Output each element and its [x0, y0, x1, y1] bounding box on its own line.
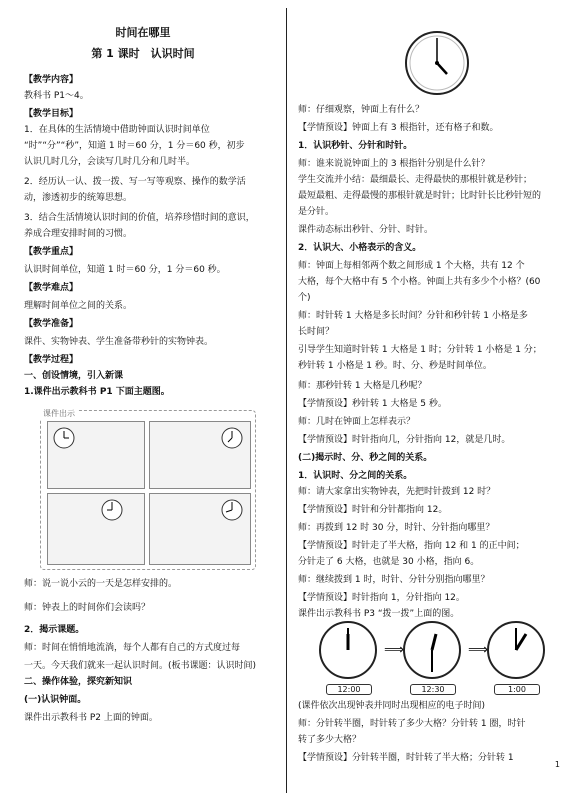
- page-title: 时间在哪里: [115, 26, 171, 39]
- text-line: 【学情预设】时针指向几，分针指向 12，就是几时。: [298, 435, 511, 445]
- clock-icon: [318, 620, 378, 680]
- text-line: 1．认识时、分之间的关系。: [298, 471, 413, 481]
- text-line: 分针走了 6 大格，也就是 30 小格，指向 6。: [298, 557, 480, 567]
- text-line: 师：钟面上每相邻两个数之间形成 1 个大格，共有 12 个: [298, 261, 525, 271]
- text-line: 【学情预设】时针和分针都指向 12。: [298, 505, 448, 515]
- digital-time: 12:30: [410, 684, 456, 695]
- scene-dinner: [47, 493, 145, 565]
- text-line: 师：时针转 1 大格是多长时间？分针和秒针转 1 小格是多: [298, 311, 528, 321]
- text-line: 【学情预设】钟面上有 3 根指针，还有格子和数。: [298, 123, 499, 133]
- text-line: 最短最粗、走得最慢的那根针就是时针；比时针长比秒针短的: [298, 191, 542, 201]
- text-line: 认识时间单位，知道 1 时＝60 分，1 分＝60 秒。: [24, 265, 226, 275]
- text-line: 课件、实物钟表、学生准备带秒针的实物钟表。: [24, 337, 214, 347]
- text-line: 长时间？: [298, 327, 335, 337]
- clock-icon: [404, 30, 470, 96]
- text-line: 二、操作体验，探究新知识: [24, 677, 133, 687]
- digital-time: 12:00: [326, 684, 372, 695]
- text-line: 动，渗透初步的统筹思想。: [24, 193, 133, 203]
- text-line: 师：钟表上的时间你们会读吗？: [24, 603, 151, 613]
- text-line: 3．结合生活情境认识时间的价值，培养珍惜时间的意识，: [24, 213, 255, 223]
- text-line: 课件出示教科书 P2 上面的钟面。: [24, 713, 158, 723]
- text-line: 【教学难点】: [24, 283, 79, 293]
- page-number: 1: [554, 760, 560, 769]
- text-line: 1.课件出示教科书 P1 下面主题图。: [24, 387, 170, 397]
- text-line: 师：几时在钟面上怎样表示？: [298, 417, 416, 427]
- text-line: 秒针转 1 小格是 1 秒。时、分、秒是时间单位。: [298, 361, 492, 371]
- text-line: 【教学目标】: [24, 109, 79, 119]
- text-line: 【学情预设】时针走了半大格，指向 12 和 1 的正中间；: [298, 541, 525, 551]
- text-line: 【学情预设】秒针转 1 大格是 5 秒。: [298, 399, 447, 409]
- text-line: 【教学过程】: [24, 355, 79, 365]
- text-line: “时”“分”“秒”，知道 1 时＝60 分，1 分＝60 秒，初步: [24, 141, 245, 151]
- text-line: 【学情预设】分针转半圈，时针转了半大格；分针转 1: [298, 753, 514, 763]
- text-line: 大格，每个大格中有 5 个小格。钟面上共有多少个小格？(60: [298, 277, 541, 287]
- text-line: 【学情预设】时针指向 1，分针指向 12。: [298, 593, 465, 603]
- figure-box: [40, 410, 256, 570]
- lesson-title: 第 1 课时 认识时间: [91, 47, 195, 60]
- text-line: 引导学生知道时针转 1 大格是 1 时；分针转 1 小格是 1 分；: [298, 345, 542, 355]
- clock-icon: [53, 427, 75, 449]
- text-line: 师：时间在悄悄地流淌，每个人都有自己的方式度过每: [24, 643, 241, 653]
- text-line: 师：请大家拿出实物钟表，先把时针拨到 12 时？: [298, 487, 496, 497]
- text-line: 一天。今天我们就来一起认识时间。(板书课题：认识时间): [24, 661, 257, 671]
- text-line: 认识几时几分，会读写几时几分和几时半。: [24, 157, 196, 167]
- clock-icon: [221, 427, 243, 449]
- text-line: (二)揭示时、分、秒之间的关系。: [298, 453, 433, 463]
- text-line: 师：仔细观察，钟面上有什么？: [298, 105, 425, 115]
- text-line: 【教学重点】: [24, 247, 79, 257]
- text-line: 【教学内容】: [24, 75, 79, 85]
- digital-time: 1:00: [494, 684, 540, 695]
- text-line: 理解时间单位之间的关系。: [24, 301, 133, 311]
- text-line: 养成合理安排时间的习惯。: [24, 229, 133, 239]
- text-line: 师：分针转半圈，时针转了多少大格？分针转 1 圈，时针: [298, 719, 526, 729]
- text-line: (一)认识钟面。: [24, 695, 87, 705]
- text-line: 1．在具体的生活情境中借助钟面认识时间单位: [24, 125, 210, 135]
- text-line: 1．认识秒针、分针和时针。: [298, 141, 413, 151]
- text-line: 【教学准备】: [24, 319, 79, 329]
- arrow-icon: ⟹: [468, 642, 489, 658]
- text-line: 师：那秒针转 1 大格是几秒呢？: [298, 381, 427, 391]
- arrow-icon: ⟹: [384, 642, 405, 658]
- figure-label: 课件出示: [40, 408, 78, 419]
- clock-icon: [486, 620, 546, 680]
- clock-icon: [402, 620, 462, 680]
- text-line: 2．认识大、小格表示的含义。: [298, 243, 422, 253]
- column-divider: [286, 8, 287, 793]
- text-line: 2．经历认一认、拨一拨、写一写等观察、操作的数学活: [24, 177, 246, 187]
- clock-icon: [221, 499, 243, 521]
- text-line: 教科书 P1～4。: [24, 91, 89, 101]
- text-line: 2．揭示课题。: [24, 625, 85, 635]
- text-line: 师：继续拨到 1 时，时针、分针分别指向哪里？: [298, 575, 490, 585]
- text-line: 课件出示教科书 P3 “拨一拨”上面的图。: [298, 609, 460, 619]
- text-line: (课件依次出现钟表并同时出现相应的电子时间): [298, 701, 486, 711]
- text-line: 一、创设情境，引入新课: [24, 371, 124, 381]
- text-line: 师：谁来说说钟面上的 3 根指针分别是什么针？: [298, 159, 490, 169]
- text-line: 转了多少大格？: [298, 735, 362, 745]
- text-line: 是分针。: [298, 207, 335, 217]
- text-line: 学生交流并小结：最细最长、走得最快的那根针就是秒针；: [298, 175, 533, 185]
- text-line: 课件动态标出秒针、分针、时针。: [298, 225, 434, 235]
- text-line: 个): [298, 293, 311, 303]
- text-line: 师：再拨到 12 时 30 分，时针、分针指向哪里？: [298, 523, 495, 533]
- text-line: 师：说一说小云的一天是怎样安排的。: [24, 579, 178, 589]
- clock-icon: [101, 499, 123, 521]
